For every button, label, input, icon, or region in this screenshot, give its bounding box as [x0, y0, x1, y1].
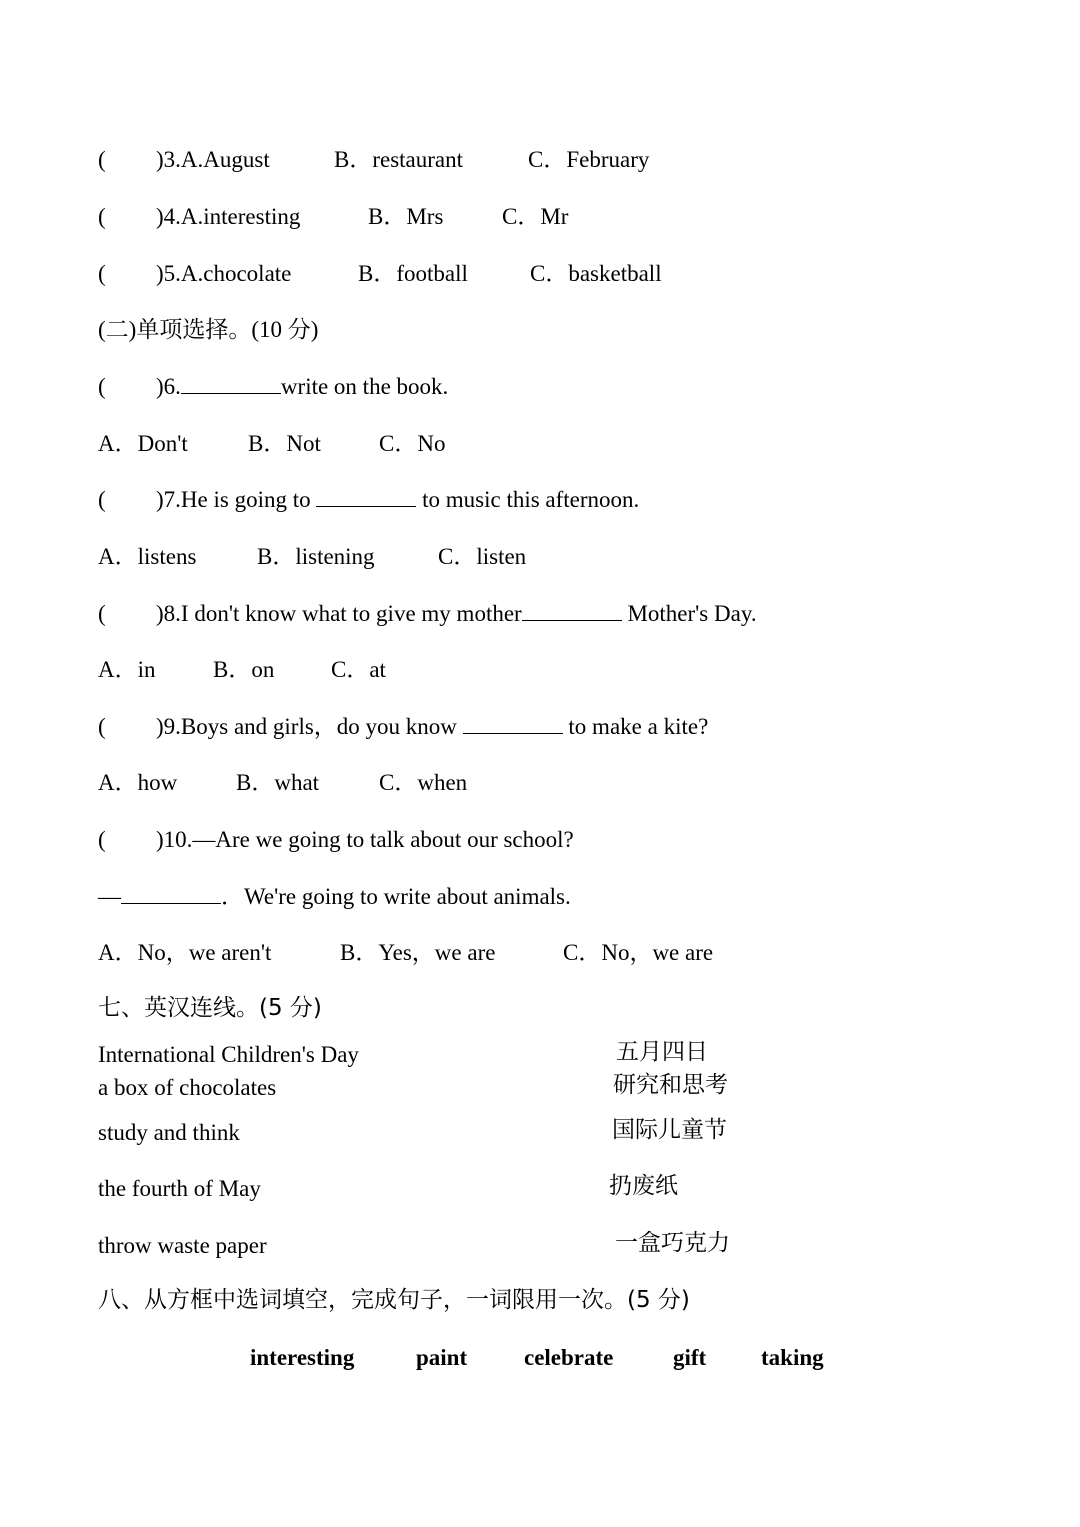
question-9 — [98, 715, 708, 738]
question-10-reply — [98, 885, 571, 908]
question-7-stem: )7.He is going to — [156, 487, 317, 512]
match-zh-item[interactable]: 一盒巧克力 — [615, 1230, 730, 1256]
match-zh-item[interactable]: 扔废纸 — [609, 1173, 678, 1199]
option-c: C．listen — [438, 544, 527, 569]
option-a: )5.A.chocolate — [156, 261, 292, 286]
option-b: B．Mrs — [368, 204, 444, 229]
match-en-item[interactable]: the fourth of May — [98, 1176, 261, 1201]
question-8-tail: Mother's Day. — [621, 601, 757, 626]
match-en-item[interactable]: International Children's Day — [98, 1042, 359, 1067]
option-a: A．listens — [98, 544, 197, 569]
question-6-stem: )6. — [156, 374, 181, 399]
question-10-stem: )10.—Are we going to talk about our school? — [156, 827, 574, 852]
option-c: C．February — [528, 147, 650, 172]
option-b: B．what — [236, 770, 320, 795]
question-6-tail: write on the book. — [280, 374, 449, 399]
option-a: A．in — [98, 657, 156, 682]
match-en-item[interactable]: a box of chocolates — [98, 1075, 277, 1100]
word-bank-item: gift — [673, 1345, 707, 1370]
answer-paren[interactable]: ( — [98, 204, 106, 229]
question-8-stem: )8.I don't know what to give my mother — [156, 601, 522, 626]
option-a: )3.A.August — [156, 147, 270, 172]
answer-paren[interactable]: ( — [98, 714, 106, 739]
answer-paren[interactable]: ( — [98, 147, 106, 172]
option-c: C．No — [379, 431, 446, 456]
word-bank-item: paint — [416, 1345, 468, 1370]
question-8-options — [98, 657, 386, 682]
match-zh-item[interactable]: 研究和思考 — [613, 1072, 728, 1098]
word-bank-item: interesting — [250, 1345, 355, 1370]
question-6 — [98, 375, 448, 398]
answer-paren[interactable]: ( — [98, 601, 106, 626]
question-8 — [98, 602, 757, 625]
answer-blank[interactable] — [181, 375, 281, 394]
option-b: B．Not — [248, 431, 321, 456]
option-c: C．basketball — [530, 261, 662, 286]
option-b: B．restaurant — [334, 147, 464, 172]
section-7-title: 七、英汉连线。(5 分) — [98, 995, 322, 1021]
word-bank-item: celebrate — [524, 1345, 614, 1370]
answer-blank[interactable] — [121, 885, 221, 904]
question-row-5 — [98, 261, 662, 286]
answer-blank[interactable] — [463, 715, 563, 734]
option-a: )4.A.interesting — [156, 204, 301, 229]
question-9-stem: )9.Boys and girls，do you know — [156, 714, 463, 739]
question-6-options — [98, 431, 446, 456]
answer-paren[interactable]: ( — [98, 827, 106, 852]
option-c: C．at — [331, 657, 386, 682]
option-c: C．Mr — [502, 204, 569, 229]
question-9-tail: to make a kite? — [562, 714, 709, 739]
match-zh-item[interactable]: 五月四日 — [616, 1039, 708, 1065]
question-10-tail: ．We're going to write about animals. — [221, 884, 571, 909]
question-10-options — [98, 940, 714, 965]
question-7-options — [98, 544, 527, 569]
answer-paren[interactable]: ( — [98, 374, 106, 399]
option-a: A．Don't — [98, 431, 188, 456]
section-2-title: (二)单项选择。(10 分) — [98, 317, 319, 342]
answer-blank[interactable] — [316, 488, 416, 507]
question-row-4 — [98, 204, 569, 229]
option-b: B．listening — [257, 544, 375, 569]
option-a: A．how — [98, 770, 178, 795]
match-zh-item[interactable]: 国际儿童节 — [612, 1117, 727, 1143]
answer-blank[interactable] — [522, 602, 622, 621]
question-row-3 — [98, 147, 650, 172]
answer-paren[interactable]: ( — [98, 487, 106, 512]
question-7 — [98, 488, 639, 511]
option-c: C．No，we are — [563, 940, 714, 965]
dash: — — [98, 884, 121, 909]
section-8-title: 八、从方框中选词填空，完成句子，一词限用一次。(5 分) — [98, 1287, 690, 1313]
match-en-item[interactable]: study and think — [98, 1120, 240, 1145]
option-b: B．on — [213, 657, 275, 682]
question-7-tail: to music this afternoon. — [416, 487, 640, 512]
question-10 — [98, 828, 574, 851]
option-c: C．when — [379, 770, 468, 795]
option-b: B．football — [358, 261, 468, 286]
option-a: A．No，we aren't — [98, 940, 272, 965]
word-bank-item: taking — [761, 1345, 824, 1370]
answer-paren[interactable]: ( — [98, 261, 106, 286]
match-en-item[interactable]: throw waste paper — [98, 1233, 267, 1258]
word-bank — [250, 1345, 824, 1484]
question-9-options — [98, 770, 468, 795]
option-b: B．Yes，we are — [340, 940, 496, 965]
